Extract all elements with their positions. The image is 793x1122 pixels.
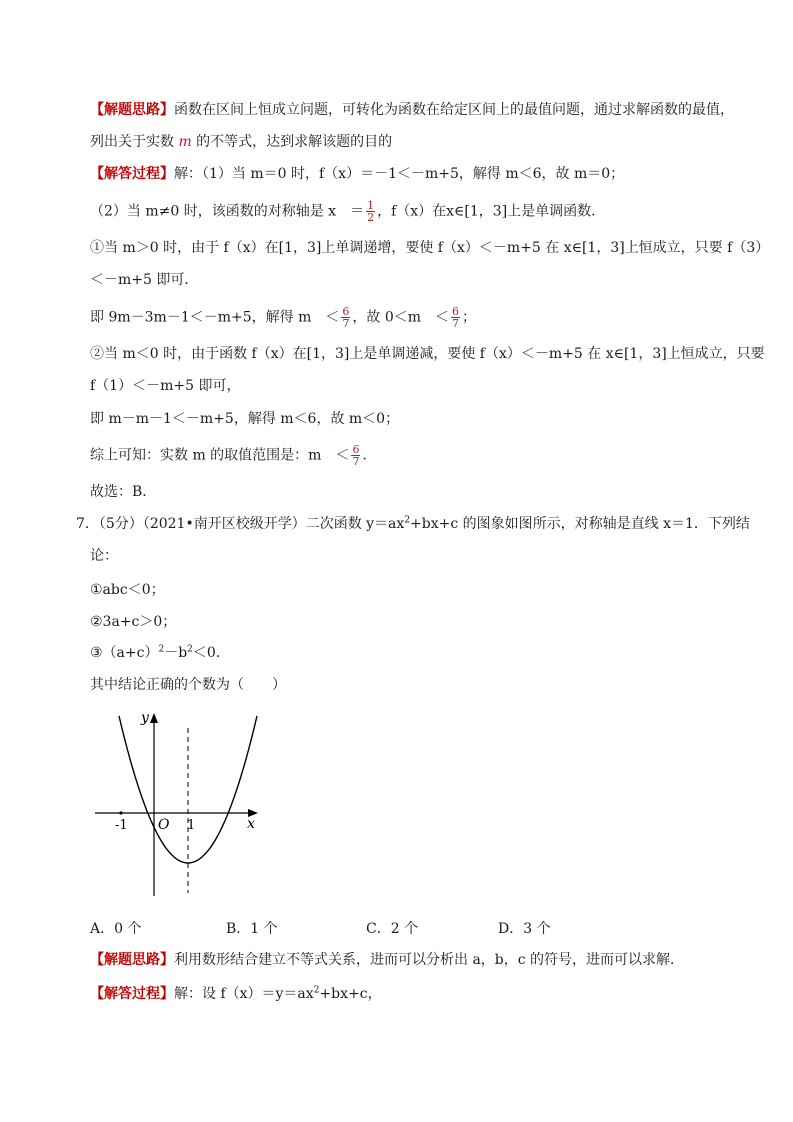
solution-line-case2: （2）当 m≠0 时，该函数的对称轴是 x ＝ $\frac{1}{2}$ ，f（x）在x∈[1，3]上是单调函数． bbox=[90, 199, 606, 224]
idea-tag: 【解题思路】 bbox=[90, 102, 174, 118]
solution-line-conclusion: 综上可知：实数 m 的取值范围是：m ＜ $\frac{6}{7}$ ． bbox=[90, 443, 377, 468]
solution-line-case2-1: ①当 m＞0 时，由于 f（x）在[1，3]上单调递增，要使 f（x）＜－m+5 在 x∈[1，3]上恒成立，只要 f（3） bbox=[90, 240, 770, 256]
question7-idea: 【解题思路】利用数形结合建立不等式关系，进而可以分析出 a，b，c 的符号，进而可以求解． bbox=[90, 952, 685, 968]
fraction-six-sevenths-2: $\frac{6}{7}$ bbox=[452, 305, 460, 330]
question7-item-1: ①abc＜0； bbox=[90, 582, 165, 598]
process-tag: 【解答过程】 bbox=[90, 166, 174, 182]
origin-label: O bbox=[158, 817, 170, 833]
question7-process: 【解答过程】解：设 $f(x)=y=ax^2+bx+c$， bbox=[90, 985, 382, 1002]
y-axis-label: y bbox=[141, 710, 149, 726]
question7-header: 7．（5分）（2021•南开区校级开学）二次函数 $y=ax^2+bx+c$ 的图象如图所示，对称轴是直线 x＝1．下列结 bbox=[76, 515, 750, 532]
idea-text: 函数在区间上恒成立问题，可转化为函数在给定区间上的最值问题，通过求解函数的最值， bbox=[174, 102, 734, 118]
option-a[interactable]: A．0 个 bbox=[90, 921, 142, 937]
solution-idea-line-2: 列出关于实数 m 的不等式，达到求解该题的目的 bbox=[90, 134, 393, 150]
question7-prompt: 其中结论正确的个数为（ ） bbox=[90, 677, 286, 693]
solution-line-case2-1b: ＜－m+5 即可． bbox=[90, 272, 199, 288]
x-axis-label: x bbox=[247, 816, 255, 832]
option-b[interactable]: B．1 个 bbox=[226, 921, 278, 937]
question7-header-cont: 论： bbox=[90, 548, 118, 564]
solution-line-case2-2c: 即 m－m－1＜－m+5，解得 m＜6，故 m＜0； bbox=[90, 411, 400, 427]
solution-answer: 故选：B． bbox=[90, 484, 157, 500]
fraction-half: $\frac{1}{2}$ bbox=[367, 199, 375, 224]
fraction-six-sevenths: $\frac{6}{7}$ bbox=[342, 305, 350, 330]
question7-item-3: $③(a+c)^2-b^2<0$． bbox=[90, 644, 230, 661]
solution-line-case2-1c: 即 9m－3m－1＜－m+5，解得 m ＜ $\frac{6}{7}$ ，故 0＜m ＜ $\frac{6}{7}$ ； bbox=[90, 305, 477, 330]
y-axis-arrow-icon bbox=[150, 713, 158, 723]
tick-neg1-label: -1 bbox=[115, 818, 128, 833]
fraction-six-sevenths-3: $\frac{6}{7}$ bbox=[352, 443, 360, 468]
solution-line-case2-2b: f（1）＜－m+5 即可， bbox=[90, 378, 241, 394]
tick-neg1-dot bbox=[119, 811, 122, 814]
solution-line-case2-2: ②当 m＜0 时，由于函数 f（x）在[1，3]上是单调递减，要使 f（x）＜－m+5 在 x∈[1，3]上恒成立，只要 bbox=[90, 346, 765, 362]
question7-item-2: ②3a+c＞0； bbox=[90, 614, 177, 630]
tick-1-label: 1 bbox=[187, 818, 196, 833]
option-d[interactable]: D．3 个 bbox=[498, 921, 551, 937]
option-c[interactable]: C．2 个 bbox=[366, 921, 419, 937]
solution-process-line-1: 【解答过程】解：（1）当 m＝0 时，f（x）＝－1＜－m+5，解得 m＜6，故 m＝0； bbox=[90, 166, 625, 182]
